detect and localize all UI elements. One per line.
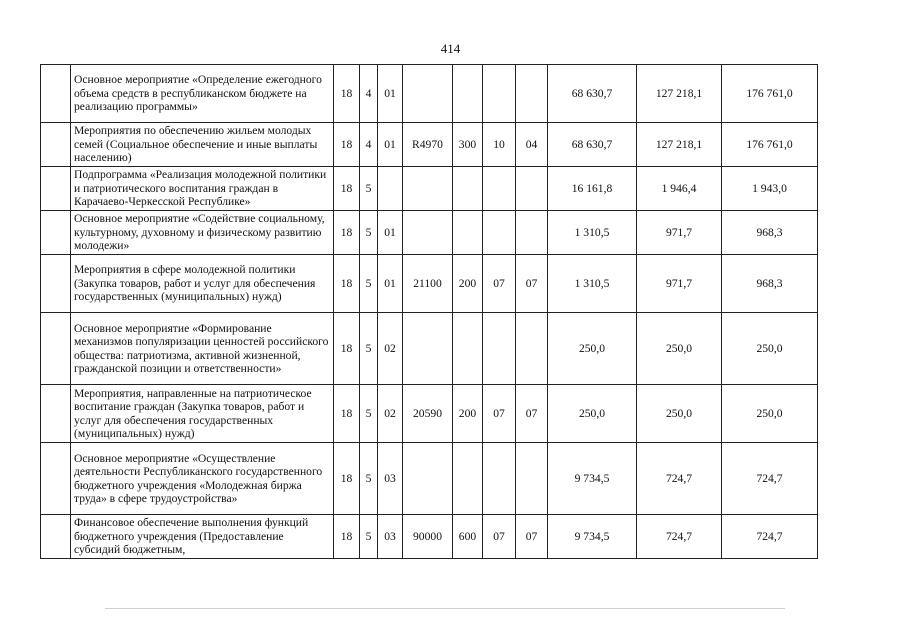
cell-c2: 5: [360, 313, 378, 385]
cell-c2: 4: [360, 123, 378, 167]
cell-c1: 18: [334, 123, 360, 167]
table-row: [41, 211, 818, 255]
cell-c1: 18: [334, 515, 360, 559]
cell-c4: 21100: [403, 255, 453, 313]
cell-c4: 20590: [403, 385, 453, 443]
row-description: Основное мероприятие «Формирование механизмов популяризации ценностей российского общества: патриотизма, активной жизненной, гражданской позиции и ответственности»: [71, 313, 334, 385]
cell-v1: 9 734,5: [548, 515, 637, 559]
cell-v2: 127 218,1: [637, 65, 722, 123]
cell-c7: 04: [516, 123, 548, 167]
blank-cell: [41, 65, 71, 123]
blank-cell: [41, 443, 71, 515]
cell-c5: [453, 167, 483, 211]
blank-cell: [41, 167, 71, 211]
cell-c7: 07: [516, 385, 548, 443]
blank-cell: [41, 123, 71, 167]
cell-v3: 1 943,0: [722, 167, 818, 211]
page-number: 414: [440, 41, 461, 56]
cell-c2: 5: [360, 443, 378, 515]
cell-c6: [483, 167, 516, 211]
cell-c5: [453, 313, 483, 385]
cell-c6: [483, 313, 516, 385]
cell-c1: 18: [334, 385, 360, 443]
cell-c5: [453, 211, 483, 255]
budget-table: [40, 64, 818, 559]
row-description: Финансовое обеспечение выполнения функций бюджетного учреждения (Предоставление субсидий бюджетным,: [71, 515, 334, 559]
cell-v3: 250,0: [722, 313, 818, 385]
cell-v2: 127 218,1: [637, 123, 722, 167]
cell-c7: [516, 313, 548, 385]
cell-c3: 03: [378, 515, 403, 559]
cell-c3: 01: [378, 123, 403, 167]
cell-c7: [516, 167, 548, 211]
cell-c7: [516, 65, 548, 123]
cell-v1: 16 161,8: [548, 167, 637, 211]
row-description: Мероприятия по обеспечению жильем молодых семей (Социальное обеспечение и иные выплаты населению): [71, 123, 334, 167]
cell-v3: 724,7: [722, 515, 818, 559]
cell-c7: 07: [516, 255, 548, 313]
cell-c3: 03: [378, 443, 403, 515]
cell-v1: 250,0: [548, 313, 637, 385]
cell-v3: 724,7: [722, 443, 818, 515]
cell-c2: 5: [360, 255, 378, 313]
cell-c7: [516, 443, 548, 515]
cell-c1: 18: [334, 167, 360, 211]
cell-v3: 968,3: [722, 211, 818, 255]
blank-cell: [41, 313, 71, 385]
cell-c1: 18: [334, 65, 360, 123]
cell-c4: [403, 211, 453, 255]
blank-cell: [41, 515, 71, 559]
cell-v3: 968,3: [722, 255, 818, 313]
cell-c5: 300: [453, 123, 483, 167]
cell-c3: 02: [378, 313, 403, 385]
row-description: Мероприятия в сфере молодежной политики (Закупка товаров, работ и услуг для обеспечения государственных (муниципальных) нужд): [71, 255, 334, 313]
blank-cell: [41, 385, 71, 443]
cell-c2: 5: [360, 211, 378, 255]
cell-c4: R4970: [403, 123, 453, 167]
row-description: Основное мероприятие «Содействие социальному, культурному, духовному и физическому развитию молодежи»: [71, 211, 334, 255]
cell-v3: 250,0: [722, 385, 818, 443]
cell-v2: 724,7: [637, 443, 722, 515]
cell-c5: [453, 443, 483, 515]
cell-v2: 971,7: [637, 211, 722, 255]
cell-v1: 1 310,5: [548, 211, 637, 255]
cell-v2: 250,0: [637, 313, 722, 385]
cell-c3: 01: [378, 65, 403, 123]
cell-c4: [403, 65, 453, 123]
cell-c3: 01: [378, 211, 403, 255]
cell-c5: 600: [453, 515, 483, 559]
cell-v1: 68 630,7: [548, 65, 637, 123]
row-description: Подпрограмма «Реализация молодежной политики и патриотического воспитания граждан в Карачаево-Черкесской Республике»: [71, 167, 334, 211]
row-description: Мероприятия, направленные на патриотическое воспитание граждан (Закупка товаров, работ и услуг для обеспечения государственных (муниципальных) нужд): [71, 385, 334, 443]
table-row: [41, 167, 818, 211]
cell-c6: [483, 443, 516, 515]
cell-v2: 250,0: [637, 385, 722, 443]
table-row: [41, 385, 818, 443]
cell-c6: 07: [483, 385, 516, 443]
blank-cell: [41, 255, 71, 313]
table-row: [41, 515, 818, 559]
cell-c1: 18: [334, 255, 360, 313]
cell-v1: 250,0: [548, 385, 637, 443]
cell-c3: 01: [378, 255, 403, 313]
cell-v2: 1 946,4: [637, 167, 722, 211]
cell-c6: 07: [483, 255, 516, 313]
cell-c5: [453, 65, 483, 123]
cell-v1: 9 734,5: [548, 443, 637, 515]
cell-c6: 10: [483, 123, 516, 167]
cell-v3: 176 761,0: [722, 123, 818, 167]
cell-v2: 971,7: [637, 255, 722, 313]
table-body: [41, 65, 818, 559]
cell-v1: 1 310,5: [548, 255, 637, 313]
cell-v3: 176 761,0: [722, 65, 818, 123]
cell-c5: 200: [453, 255, 483, 313]
row-description: Основное мероприятие «Определение ежегодного объема средств в республиканском бюджете на реализацию программы»: [71, 65, 334, 123]
footer-divider: [105, 608, 785, 609]
cell-c6: 07: [483, 515, 516, 559]
cell-c6: [483, 211, 516, 255]
table-row: [41, 313, 818, 385]
cell-c4: [403, 167, 453, 211]
table-row: [41, 255, 818, 313]
cell-v1: 68 630,7: [548, 123, 637, 167]
cell-c2: 5: [360, 385, 378, 443]
cell-c2: 4: [360, 65, 378, 123]
cell-c1: 18: [334, 443, 360, 515]
cell-c6: [483, 65, 516, 123]
cell-c1: 18: [334, 211, 360, 255]
cell-c3: [378, 167, 403, 211]
cell-c7: 07: [516, 515, 548, 559]
cell-c3: 02: [378, 385, 403, 443]
cell-c7: [516, 211, 548, 255]
table-row: [41, 65, 818, 123]
cell-c2: 5: [360, 167, 378, 211]
cell-c4: [403, 313, 453, 385]
cell-c5: 200: [453, 385, 483, 443]
cell-c4: 90000: [403, 515, 453, 559]
blank-cell: [41, 211, 71, 255]
cell-c4: [403, 443, 453, 515]
row-description: Основное мероприятие «Осуществление деятельности Республиканского государственного бюджетного учреждения «Молодежная биржа труда» в сфере трудоустройства»: [71, 443, 334, 515]
table-row: [41, 443, 818, 515]
table-row: [41, 123, 818, 167]
cell-v2: 724,7: [637, 515, 722, 559]
cell-c1: 18: [334, 313, 360, 385]
cell-c2: 5: [360, 515, 378, 559]
